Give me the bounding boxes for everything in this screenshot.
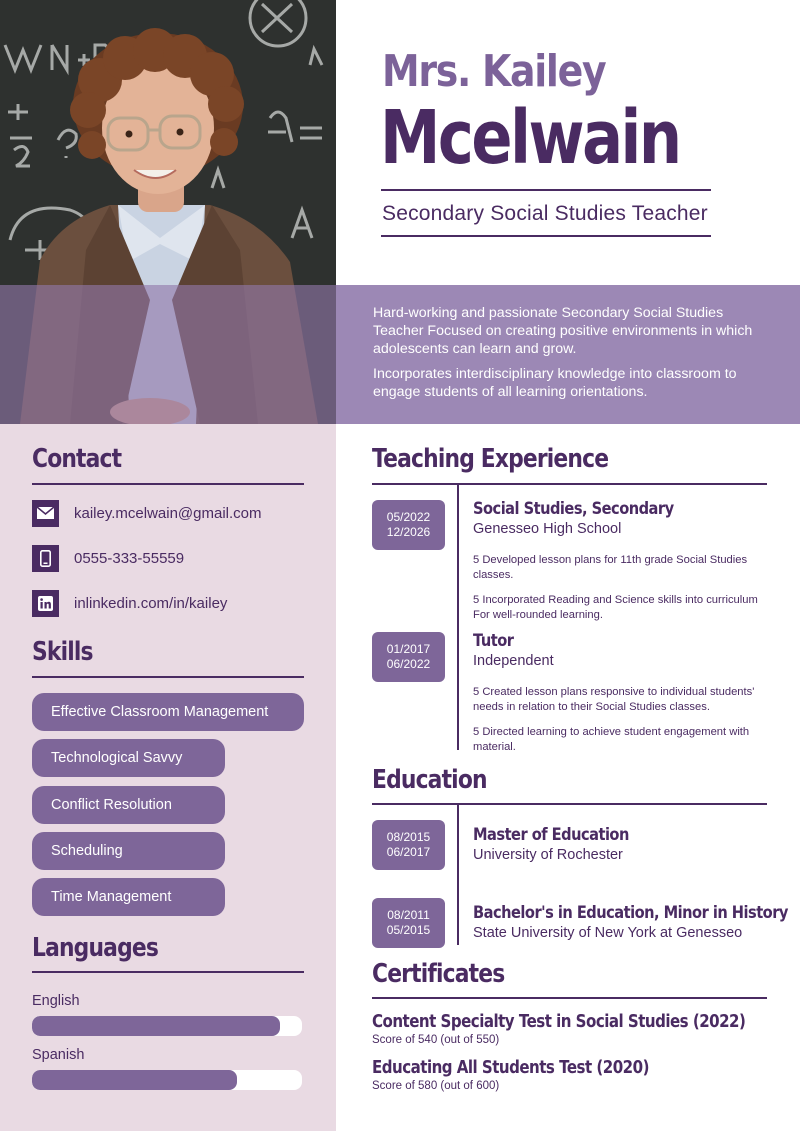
certificate-score: Score of 540 (out of 550): [372, 1034, 500, 1046]
contact-email-row[interactable]: [32, 499, 262, 527]
job-bullet: 5 Developed lesson plans for 11th grade Social Studies classes.: [473, 554, 748, 581]
job-organization: Independent: [473, 653, 554, 669]
job-organization: Genesseo High School: [473, 521, 622, 537]
date-end: 12/2026: [386, 525, 431, 539]
skills-divider: [32, 676, 304, 678]
photo-tint-overlay: [0, 285, 336, 424]
date-range-box: [372, 632, 445, 682]
summary-paragraph-1: Hard-working and passionate Secondary Social Studies Teacher Focused on creating positive environments in which adolescents can learn and grow.: [373, 305, 753, 357]
date-range-box: [372, 820, 445, 870]
skill-pill: Scheduling: [32, 832, 225, 870]
language-name: English: [32, 993, 80, 1009]
first-name: Mrs. Kailey: [382, 46, 606, 97]
contact-divider: [32, 483, 304, 485]
contact-heading: Contact: [32, 444, 122, 474]
experience-heading: Teaching Experience: [372, 444, 609, 474]
last-name: Mcelwain: [380, 95, 680, 181]
linkedin-icon: [32, 590, 59, 617]
date-start: 08/2015: [386, 830, 431, 844]
job-bullet: 5 Incorporated Reading and Science skills into curriculum For well-rounded learning.: [473, 594, 758, 621]
degree-title: Master of Education: [473, 825, 629, 845]
date-range-box: [372, 898, 445, 948]
summary-band: [336, 285, 800, 424]
languages-divider: [32, 971, 304, 973]
experience-divider: [372, 483, 767, 485]
phone-icon: [32, 545, 59, 572]
date-end: 06/2017: [386, 845, 431, 859]
job-bullet: 5 Directed learning to achieve student engagement with material.: [473, 726, 750, 753]
date-start: 05/2022: [386, 510, 431, 524]
certificates-divider: [372, 997, 767, 999]
profile-photo: [0, 0, 336, 424]
contact-phone[interactable]: 0555-333-55559: [74, 549, 185, 567]
date-start: 01/2017: [386, 642, 431, 656]
skills-heading: Skills: [32, 637, 93, 667]
skill-pill: Conflict Resolution: [32, 786, 225, 824]
certificate-name: Content Specialty Test in Social Studies (2022): [372, 1012, 746, 1032]
school-name: State University of New York at Genesseo: [473, 925, 743, 941]
language-bar-track: [32, 1070, 302, 1090]
school-name: University of Rochester: [473, 847, 623, 863]
language-name: Spanish: [32, 1047, 85, 1063]
summary-paragraph-2: Incorporates interdisciplinary knowledge into classroom to engage students of all learning orientations.: [373, 366, 737, 400]
certificates-heading: Certificates: [372, 959, 505, 989]
title-divider-top: [381, 189, 711, 191]
contact-email[interactable]: kailey.mcelwain@gmail.com: [74, 504, 262, 522]
skill-pill: Technological Savvy: [32, 739, 225, 777]
job-bullet: 5 Created lesson plans responsive to individual students' needs in relation to their Social Studies classes.: [473, 686, 755, 713]
job-title: Secondary Social Studies Teacher: [382, 202, 708, 225]
language-bar-fill: [32, 1016, 280, 1036]
title-divider-bottom: [381, 235, 711, 237]
skill-pill: Effective Classroom Management: [32, 693, 304, 731]
date-start: 08/2011: [387, 908, 430, 922]
job-role: Social Studies, Secondary: [473, 499, 674, 519]
contact-linkedin-row[interactable]: [32, 589, 227, 617]
education-timeline: [457, 805, 459, 945]
language-bar-track: [32, 1016, 302, 1036]
date-end: 05/2015: [386, 923, 431, 937]
envelope-icon: [32, 500, 59, 527]
experience-timeline: [457, 485, 459, 750]
contact-linkedin[interactable]: inlinkedin.com/in/kailey: [74, 594, 228, 612]
education-divider: [372, 803, 767, 805]
date-range-box: [372, 500, 445, 550]
degree-title: Bachelor's in Education, Minor in History: [473, 903, 788, 923]
education-heading: Education: [372, 765, 487, 795]
certificate-score: Score of 580 (out of 600): [372, 1080, 500, 1092]
contact-phone-row[interactable]: [32, 544, 184, 572]
language-bar-fill: [32, 1070, 237, 1090]
date-end: 06/2022: [386, 657, 431, 671]
certificate-name: Educating All Students Test (2020): [372, 1058, 649, 1078]
job-role: Tutor: [473, 631, 514, 651]
skill-pill: Time Management: [32, 878, 225, 916]
languages-heading: Languages: [32, 933, 159, 963]
